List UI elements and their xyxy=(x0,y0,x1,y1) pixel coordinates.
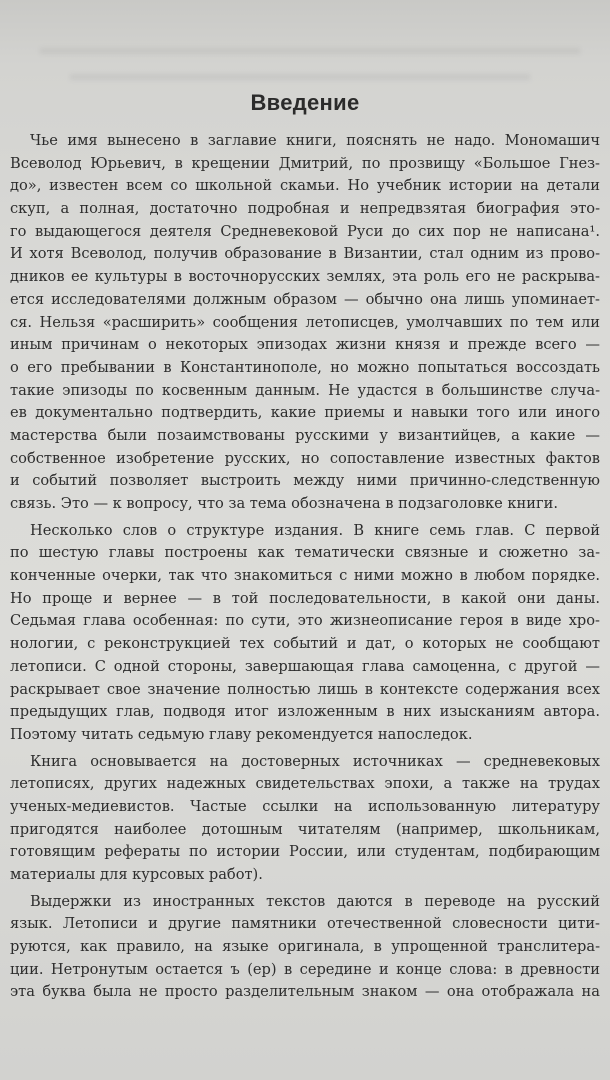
text-line: Несколько слов о структуре издания. В книге семь глав. С первой xyxy=(30,521,600,539)
text-line: конченные очерки, так что знакомиться с ними можно в любом порядке. xyxy=(10,567,600,585)
text-line: ся. Нельзя «расширить» сообщения летописцев, умолчавших по тем или xyxy=(10,313,600,331)
text-line: ции. Нетронутым остается ъ (ер) в середине и конце слова: в древности xyxy=(10,960,600,978)
text-line: Выдержки из иностранных текстов даются в переводе на русский xyxy=(30,892,600,910)
text-line: собственное изобретение русских, но сопоставление известных фактов xyxy=(10,449,600,467)
text-line: до», известен всем со школьной скамьи. Но учебник истории на детали xyxy=(10,177,600,195)
text-line: предыдущих глав, подводя итог изложенным в них изысканиям автора. xyxy=(10,703,600,721)
text-line: готовящим рефераты по истории России, или студентам, подбирающим xyxy=(10,843,600,861)
text-line: летописи. С одной стороны, завершающая глава самоценна, с другой — xyxy=(10,657,600,675)
text-line: иным причинам о некоторых эпизодах жизни князя и прежде всего — xyxy=(10,336,600,354)
text-line: летописях, других надежных свидетельствах эпохи, а также на трудах xyxy=(10,775,600,793)
text-line: Чье имя вынесено в заглавие книги, пояснять не надо. Мономашич xyxy=(30,132,600,149)
bleed-through-text xyxy=(40,48,580,54)
text-line: раскрывает свое значение полностью лишь в контексте содержания всех xyxy=(10,680,600,698)
text-line: мастерства были позаимствованы русскими у византийцев, а какие — xyxy=(10,426,600,444)
text-line: Но проще и вернее — в той последовательности, в какой они даны. xyxy=(10,589,600,607)
text-line: пригодятся наиболее дотошным читателям (например, школьникам, xyxy=(10,820,600,838)
text-line: Седьмая глава особенная: по сути, это жизнеописание героя в виде хро- xyxy=(10,612,600,630)
text-line: материалы для курсовых работ). xyxy=(10,866,263,883)
text-line: Поэтому читать седьмую главу рекомендуется напоследок. xyxy=(10,725,473,743)
text-line: Всеволод Юрьевич, в крещении Дмитрий, по прозвищу «Большое Гнез- xyxy=(10,154,600,172)
text-line: руются, как правило, на языке оригинала, в упрощенной транслитера- xyxy=(10,938,600,956)
text-line: такие эпизоды по косвенным данным. Не удастся в большинстве случа- xyxy=(10,381,600,399)
chapter-heading: Введение xyxy=(250,90,360,115)
text-line: ев документально подтвердить, какие приемы и навыки того или иного xyxy=(10,404,600,422)
text-line: ученых-медиевистов. Частые ссылки на использованную литературу xyxy=(10,797,600,815)
text-line: язык. Летописи и другие памятники отечественной словесности цити- xyxy=(10,915,600,933)
body-text xyxy=(10,130,600,1004)
text-line: по шестую главы построены как тематически связные и сюжетно за- xyxy=(10,544,600,562)
text-line: нологии, с реконструкцией тех событий и дат, о которых не сообщают xyxy=(10,635,600,653)
text-line: эта буква была не просто разделительным знаком — она отображала на xyxy=(10,983,600,1001)
text-line: И хотя Всеволод, получив образование в Византии, стал одним из прово- xyxy=(10,245,600,263)
text-line: Книга основывается на достоверных источниках — средневековых xyxy=(30,752,600,770)
text-line: и событий позволяет выстроить между ними причинно-следственную xyxy=(10,472,600,490)
bleed-through-text xyxy=(70,74,530,80)
text-line: го выдающегося деятеля Средневековой Руси до сих пор не написана¹. xyxy=(10,222,600,240)
text-line: дников ее культуры в восточнорусских землях, эта роль его не раскрыва- xyxy=(10,268,600,286)
text-line: связь. Это — к вопросу, что за тема обозначена в подзаголовке книги. xyxy=(10,495,558,512)
text-line: о его пребывании в Константинополе, но можно попытаться воссоздать xyxy=(10,358,600,376)
text-line: скуп, а полная, достаточно подробная и непредвзятая биография это- xyxy=(10,200,600,218)
text-line: ется исследователями должным образом — обычно она лишь упоминает- xyxy=(10,290,600,308)
